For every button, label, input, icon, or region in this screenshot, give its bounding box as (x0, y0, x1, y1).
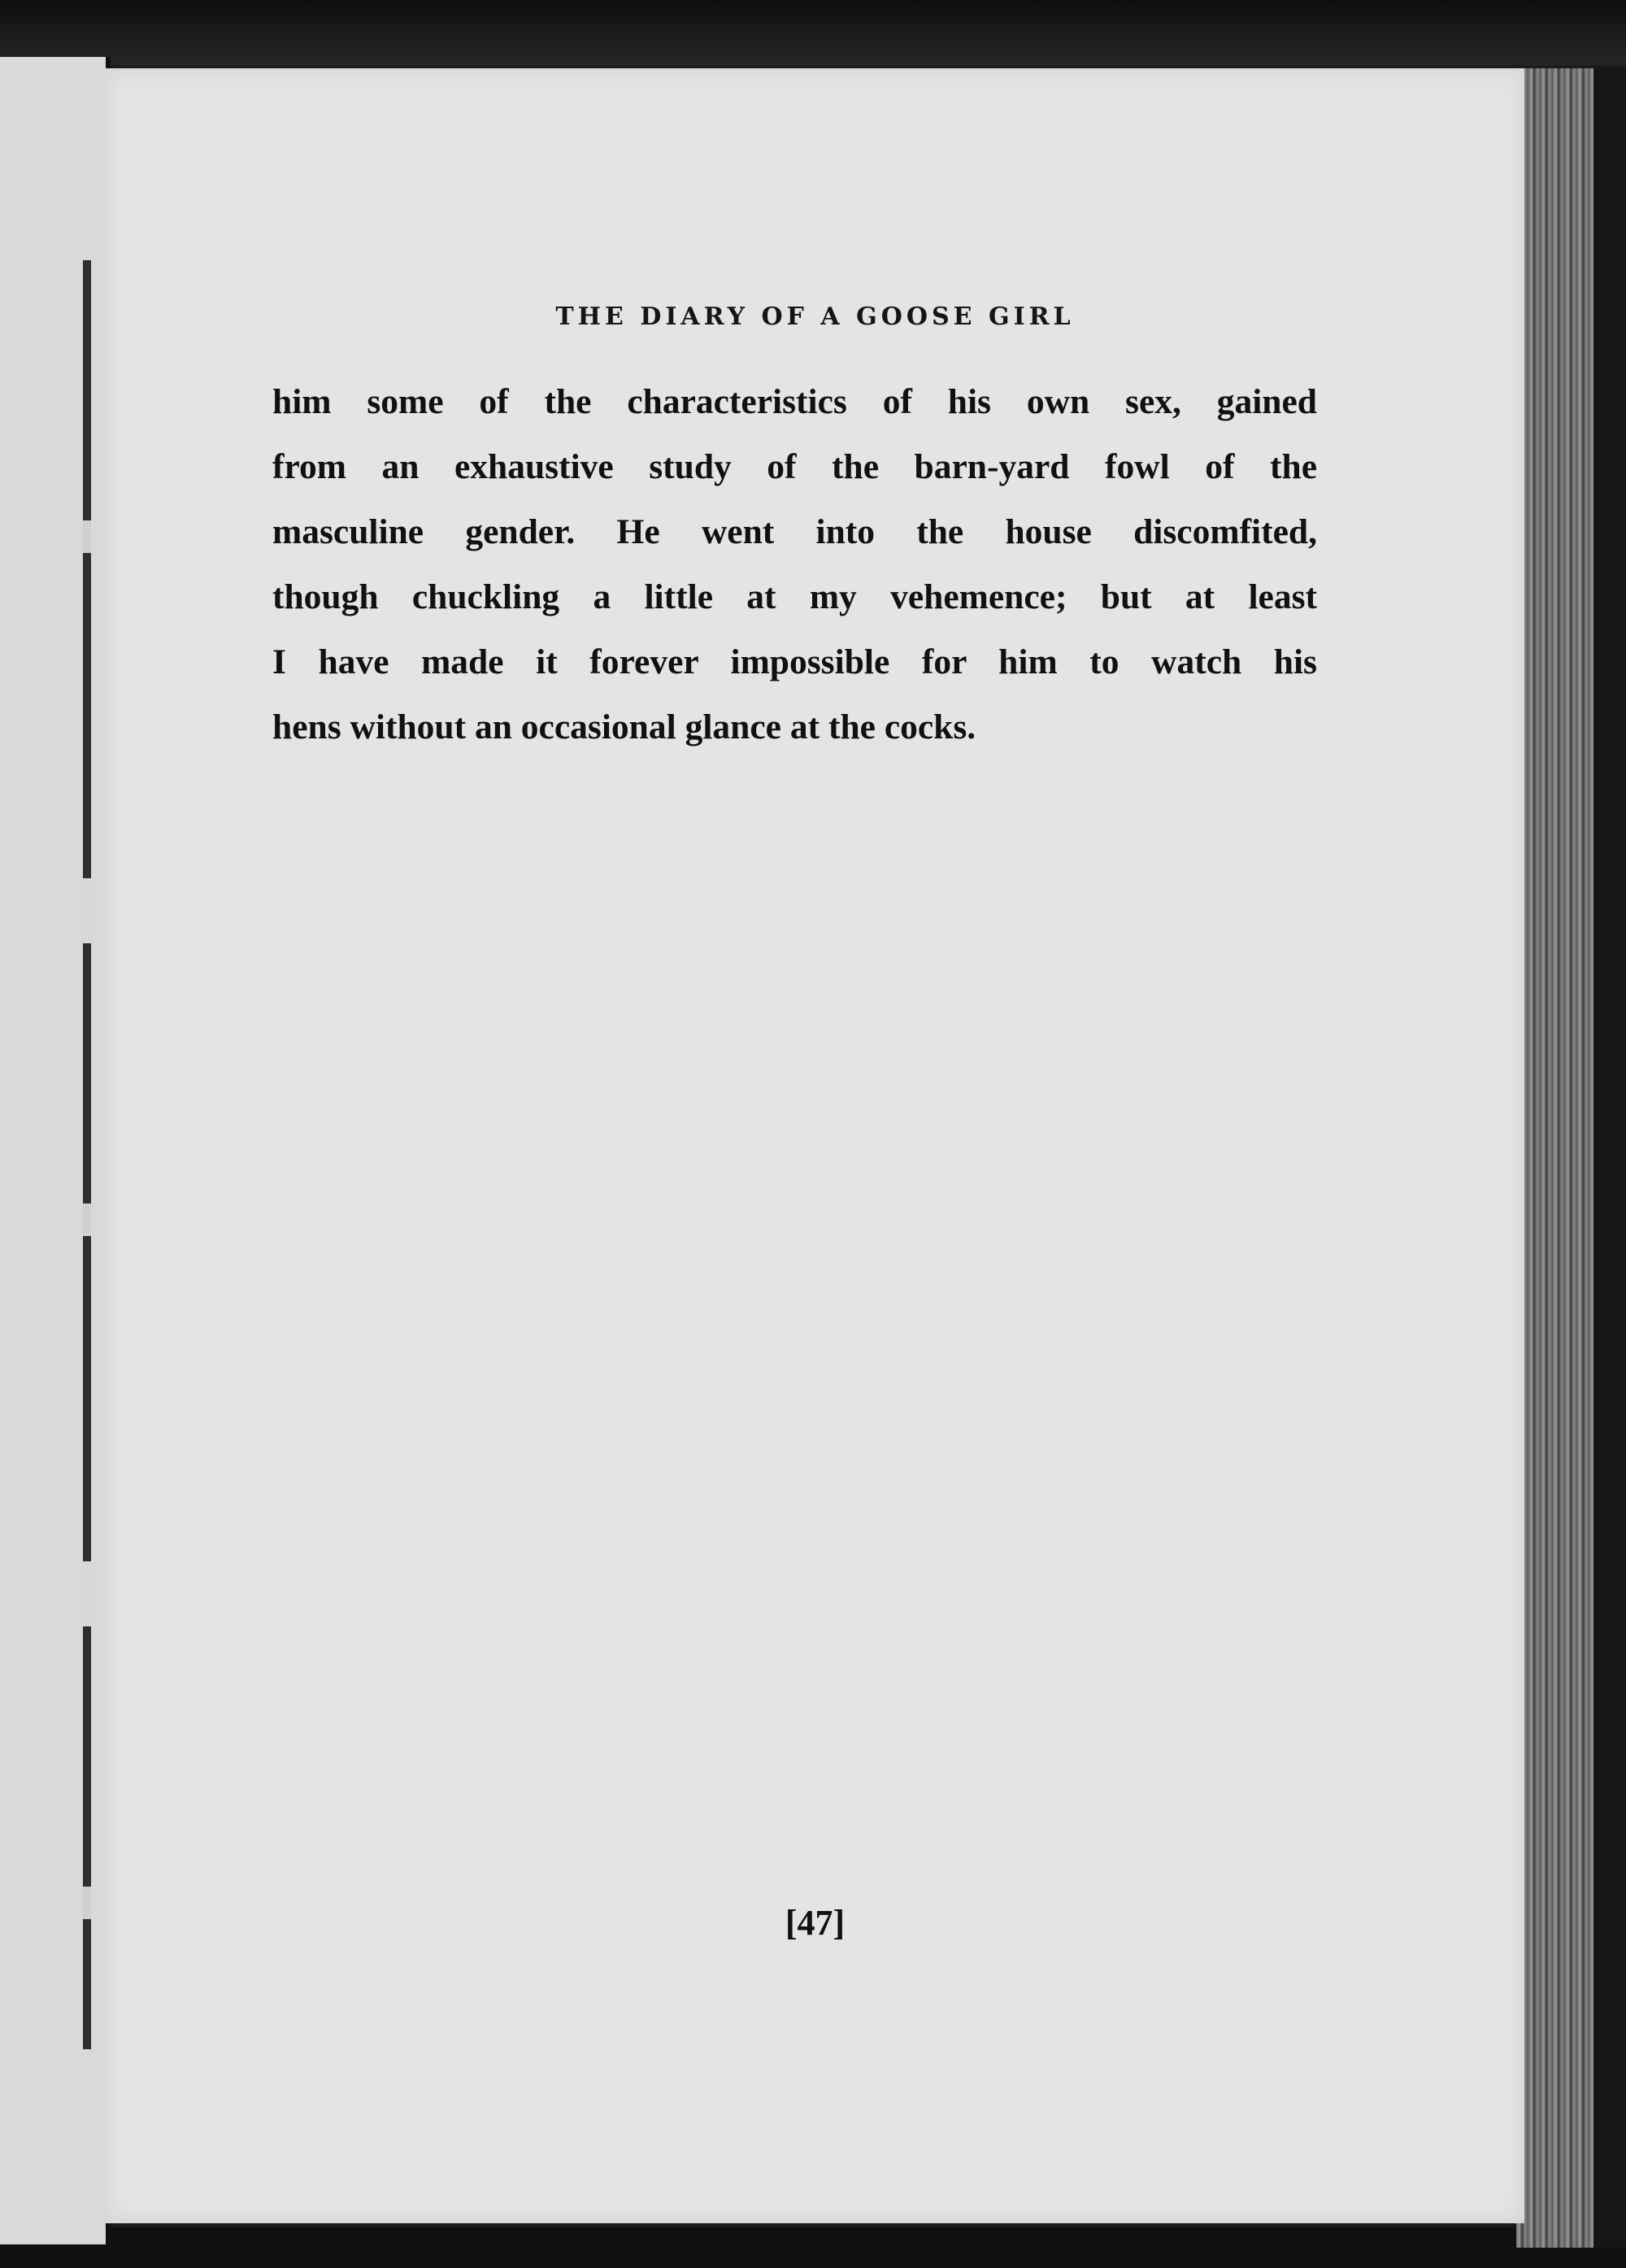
text-line: him some of the characteristics of his own sex, gained (272, 382, 1317, 421)
scanner-background-top (0, 0, 1626, 65)
scanner-background-bottom (0, 2227, 1626, 2268)
body-paragraph (272, 369, 1317, 760)
text-line: masculine gender. He went into the house discomfited, (272, 512, 1317, 551)
text-line: though chuckling a little at my vehemence; but at least (272, 577, 1317, 616)
book-fore-edge (1516, 68, 1626, 2248)
running-head: THE DIARY OF A GOOSE GIRL (555, 303, 1075, 331)
facing-page-edge (0, 57, 111, 2244)
binding-gutter (83, 260, 91, 2049)
text-line: I have made it forever impossible for him to watch his (272, 642, 1317, 681)
page-number: [47] (785, 1903, 846, 1943)
text-line: hens without an occasional glance at the cocks. (272, 707, 976, 747)
page-number-value: 47 (797, 1903, 833, 1943)
text-line: from an exhaustive study of the barn-yard fowl of the (272, 447, 1317, 486)
book-page (106, 68, 1524, 2223)
